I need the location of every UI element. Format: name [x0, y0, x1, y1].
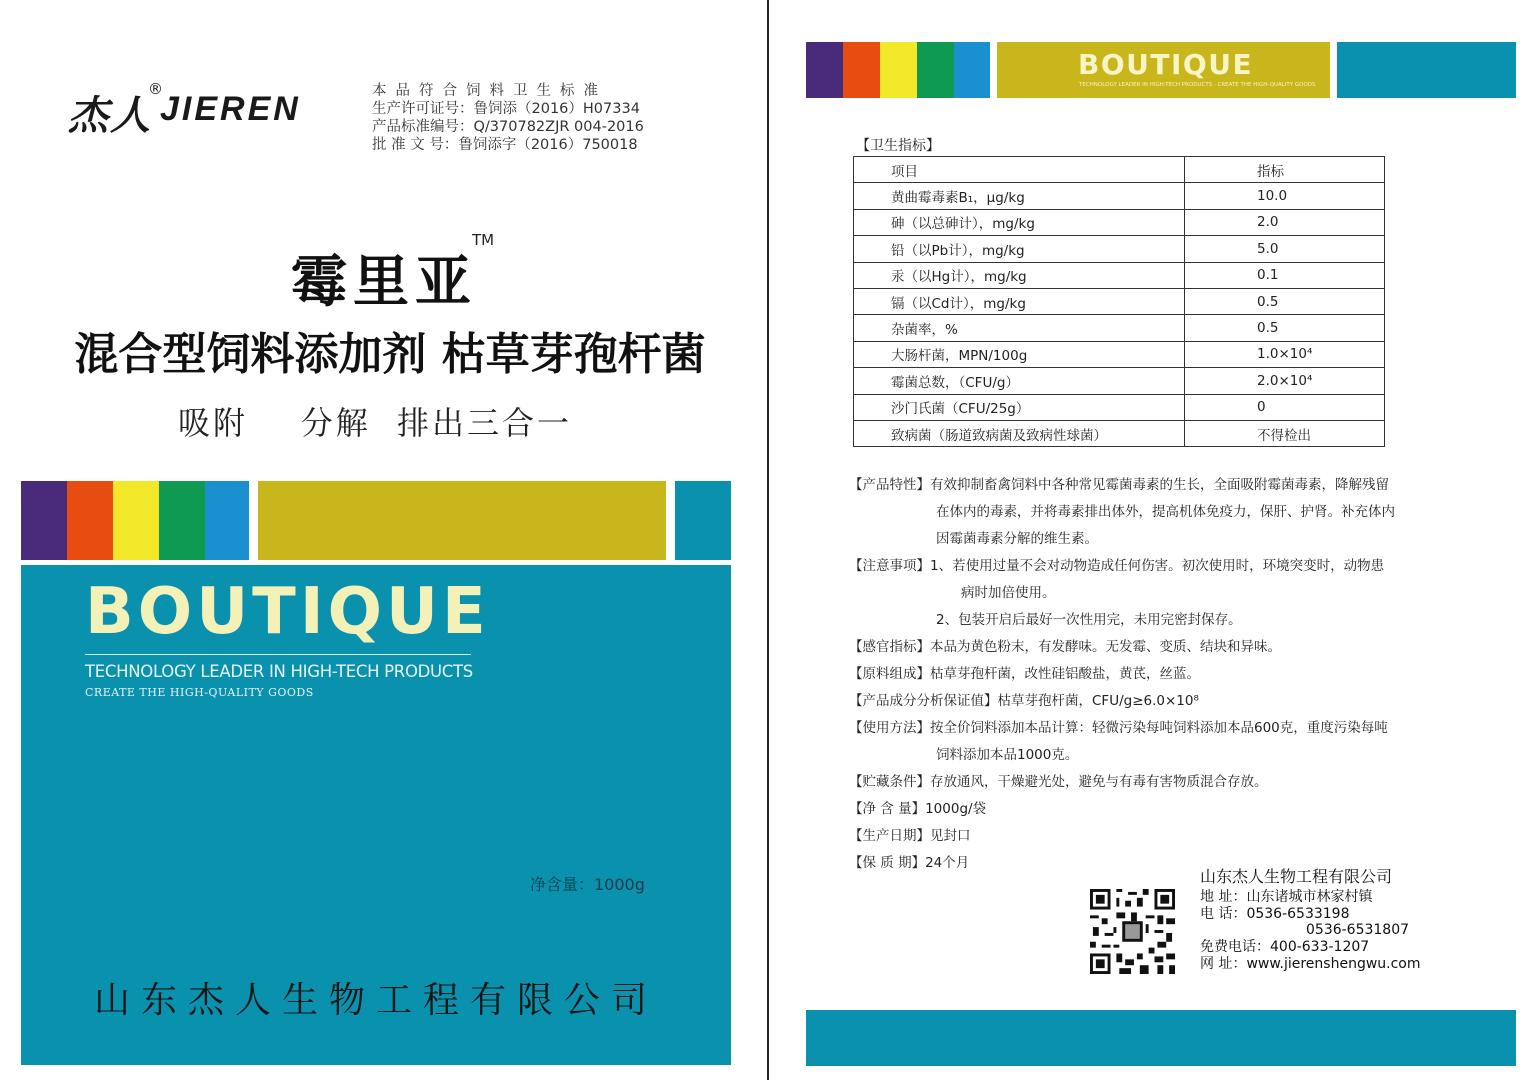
color-stripe-green — [917, 42, 954, 98]
info-label: 【净 含 量】 — [849, 801, 926, 817]
table-cell: 5.0 — [1185, 236, 1385, 262]
color-stripe-purple — [21, 481, 67, 560]
table-cell: 致病菌（肠道致病菌及致病性球菌） — [854, 420, 1185, 446]
teal-block — [1337, 42, 1516, 98]
info-value: 枯草芽孢杆菌，改性硅铝酸盐，黄芪，丝蓝。 — [930, 666, 1200, 682]
color-stripe-yellow — [880, 42, 917, 98]
info-value: 1000g/袋 — [925, 801, 987, 817]
brand-logo-en: JIEREN — [160, 90, 301, 128]
standards-block — [372, 82, 644, 154]
table-row — [854, 315, 1385, 341]
phone: 电 话：0536-6533198 — [1200, 905, 1350, 922]
info-label: 【保 质 期】 — [849, 855, 926, 871]
table-cell: 0.1 — [1185, 262, 1385, 288]
info-value: 存放通风，干燥避光处，避免与有毒有害物质混合存放。 — [930, 774, 1268, 790]
info-label: 【贮藏条件】 — [849, 774, 930, 790]
info-value: 见封口 — [930, 828, 971, 844]
hotline: 免费电话：400-633-1207 — [1200, 939, 1370, 956]
table-row — [854, 420, 1385, 446]
info-row-date — [849, 823, 1469, 850]
brand-logo-cn: 杰人 — [68, 92, 152, 139]
table-cell: 砷（以总砷计），mg/kg — [854, 209, 1185, 235]
info-value: 按全价饲料添加本品计算：轻微污染每吨饲料添加本品600克，重度污染每吨 — [930, 720, 1388, 736]
teal-block-small — [675, 481, 731, 560]
info-label: 【产品成分分析保证值】 — [849, 693, 998, 709]
qr-code-icon — [1090, 889, 1175, 974]
product-tagline: 吸附 分解 排出三合一 — [178, 404, 573, 442]
website: 网 址：www.jierenshengwu.com — [1200, 955, 1421, 972]
create-tagline: CREATE THE HIGH-QUALITY GOODS — [85, 686, 314, 699]
hygiene-title: 【卫生指标】 — [856, 138, 940, 154]
info-row-sensory — [849, 634, 1469, 661]
info-value: 1、若使用过量不会对动物造成任何伤害。初次使用时，环境突变时，动物患 — [930, 558, 1385, 574]
table-header-row — [854, 157, 1385, 183]
table-cell: 铅（以Pb计），mg/kg — [854, 236, 1185, 262]
table-cell: 0.5 — [1185, 288, 1385, 314]
info-value: 枯草芽孢杆菌，CFU/g≥6.0×10⁸ — [997, 693, 1199, 709]
info-value: 饲料添加本品1000克。 — [936, 747, 1079, 763]
page-fold-divider — [767, 0, 769, 1080]
table-cell: 不得检出 — [1185, 420, 1385, 446]
info-value: 有效抑制畜禽饲料中各种常见霉菌毒素的生长，全面吸附霉菌毒素，降解残留 — [930, 477, 1389, 493]
info-value: 因霉菌毒素分解的维生素。 — [936, 531, 1098, 547]
olive-banner — [258, 481, 666, 560]
table-cell: 1.0×10⁴ — [1185, 341, 1385, 367]
table-cell: 0.5 — [1185, 315, 1385, 341]
info-value: 24个月 — [925, 855, 970, 871]
standard-line: 生产许可证号：鲁饲添（2016）H07334 — [372, 101, 640, 117]
color-stripe-purple — [806, 42, 843, 98]
info-row-usage — [849, 715, 1469, 742]
product-info — [849, 472, 1469, 877]
info-row-ingredients — [849, 661, 1469, 688]
table-cell: 黄曲霉毒素B₁，μg/kg — [854, 183, 1185, 209]
info-value: 本品为黄色粉末，有发酵味。无发霉、变质、结块和异味。 — [930, 639, 1281, 655]
table-cell: 0 — [1185, 394, 1385, 420]
color-stripe-blue — [954, 42, 990, 98]
tech-tagline: TECHNOLOGY LEADER IN HIGH-TECH PRODUCTS · CREATE THE HIGH-QUALITY GOODS — [1079, 82, 1316, 88]
info-label: 【注意事项】 — [849, 558, 930, 574]
info-row-storage — [849, 769, 1469, 796]
product-subtitle: 混合型饲料添加剂 枯草芽孢杆菌 — [74, 329, 706, 380]
table-header: 项目 — [854, 157, 1185, 183]
info-label: 【生产日期】 — [849, 828, 930, 844]
color-stripe-green — [159, 481, 205, 560]
contact-block — [1200, 889, 1421, 973]
boutique-logo: BOUTIQUE — [1078, 48, 1254, 81]
table-cell: 镉（以Cd计），mg/kg — [854, 288, 1185, 314]
hygiene-table — [853, 156, 1385, 447]
phone: 0536-6531807 — [1306, 922, 1410, 939]
teal-footer-bar — [806, 1010, 1516, 1066]
info-row-net — [849, 796, 1469, 823]
color-stripe-blue — [205, 481, 249, 560]
info-value: 病时加倍使用。 — [961, 585, 1056, 601]
company-name: 山东杰人生物工程有限公司 — [1200, 867, 1393, 886]
table-cell: 杂菌率，% — [854, 315, 1185, 341]
info-label: 【原料组成】 — [849, 666, 930, 682]
info-label: 【使用方法】 — [849, 720, 930, 736]
standard-line: 产品标准编号：Q/370782ZJR 004-2016 — [372, 119, 644, 135]
table-cell: 大肠杆菌，MPN/100g — [854, 341, 1185, 367]
info-value: 在体内的毒素，并将毒素排出体外，提高机体免疫力，保肝、护肾。补充体内 — [936, 504, 1395, 520]
registered-mark: ® — [148, 80, 163, 98]
table-cell: 沙门氏菌（CFU/25g） — [854, 394, 1185, 420]
standard-line: 本品符合饲料卫生标准 — [372, 83, 607, 99]
table-cell: 霉菌总数，（CFU/g） — [854, 368, 1185, 394]
tech-tagline: TECHNOLOGY LEADER IN HIGH-TECH PRODUCTS — [85, 662, 473, 681]
info-row-notes — [849, 553, 1469, 580]
table-row — [854, 341, 1385, 367]
table-cell: 2.0×10⁴ — [1185, 368, 1385, 394]
table-cell: 10.0 — [1185, 183, 1385, 209]
info-label: 【感官指标】 — [849, 639, 930, 655]
table-row — [854, 288, 1385, 314]
info-row-features — [849, 472, 1469, 499]
boutique-underline — [85, 654, 471, 655]
company-name: 山东杰人生物工程有限公司 — [93, 980, 658, 1021]
info-value: 2、包装开启后最好一次性用完，未用完密封保存。 — [936, 612, 1242, 628]
table-cell: 汞（以Hg计），mg/kg — [854, 262, 1185, 288]
standard-line: 批 准 文 号：鲁饲添字（2016）750018 — [372, 137, 638, 153]
table-row — [854, 236, 1385, 262]
boutique-logo: BOUTIQUE — [85, 575, 490, 649]
table-row — [854, 262, 1385, 288]
table-row — [854, 183, 1385, 209]
color-stripe-orange — [843, 42, 880, 98]
table-header: 指标 — [1185, 157, 1385, 183]
info-label: 【产品特性】 — [849, 477, 930, 493]
table-row — [854, 368, 1385, 394]
product-name: 霉里亚 — [291, 250, 477, 315]
trademark-mark: TM — [472, 231, 495, 249]
color-stripe-orange — [67, 481, 113, 560]
table-cell: 2.0 — [1185, 209, 1385, 235]
table-row — [854, 209, 1385, 235]
color-stripe-yellow — [113, 481, 159, 560]
table-row — [854, 394, 1385, 420]
info-row-analysis — [849, 688, 1469, 715]
net-content: 净含量：1000g — [530, 875, 645, 894]
address: 地 址：山东诸城市林家村镇 — [1200, 889, 1373, 905]
